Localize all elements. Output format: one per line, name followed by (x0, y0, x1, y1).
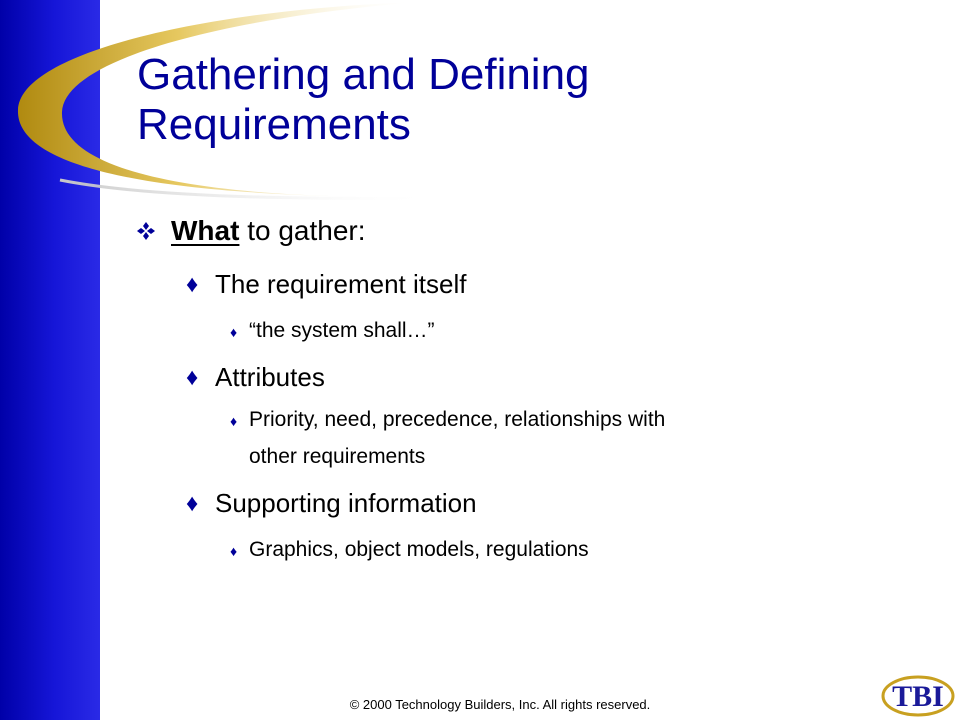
bullet-emphasis: What (171, 215, 240, 246)
small-diamond-bullet-icon: ♦ (230, 543, 238, 559)
slide-title-line-2: Requirements (137, 100, 411, 149)
logo-text: TBI (892, 680, 944, 713)
bullet-text: to gather: (239, 215, 366, 246)
bullet-what-to-gather (171, 215, 366, 247)
diamond-bullet-icon: ♦ (186, 490, 199, 517)
diamond-bullet-icon: ♦ (186, 271, 199, 298)
detail-graphics: Graphics, object models, regulations (249, 538, 589, 561)
copyright-footer: © 2000 Technology Builders, Inc. All rights reserved. (349, 697, 651, 712)
sub-bullet-supporting-information: Supporting information (215, 488, 477, 518)
sub-bullet-requirement-itself: The requirement itself (215, 269, 467, 299)
detail-priority-line-1: Priority, need, precedence, relationships with (249, 408, 666, 431)
detail-priority-line-2: other requirements (249, 445, 426, 468)
small-diamond-bullet-icon: ♦ (230, 324, 238, 340)
diamond-bullet-icon: ♦ (186, 364, 199, 391)
sub-bullet-attributes: Attributes (215, 362, 325, 392)
slide-title-line-1: Gathering and Defining (137, 50, 590, 99)
detail-system-shall: “the system shall…” (249, 319, 435, 342)
small-diamond-bullet-icon: ♦ (230, 413, 238, 429)
four-diamond-bullet-icon (136, 221, 156, 241)
tbi-logo (880, 672, 956, 718)
